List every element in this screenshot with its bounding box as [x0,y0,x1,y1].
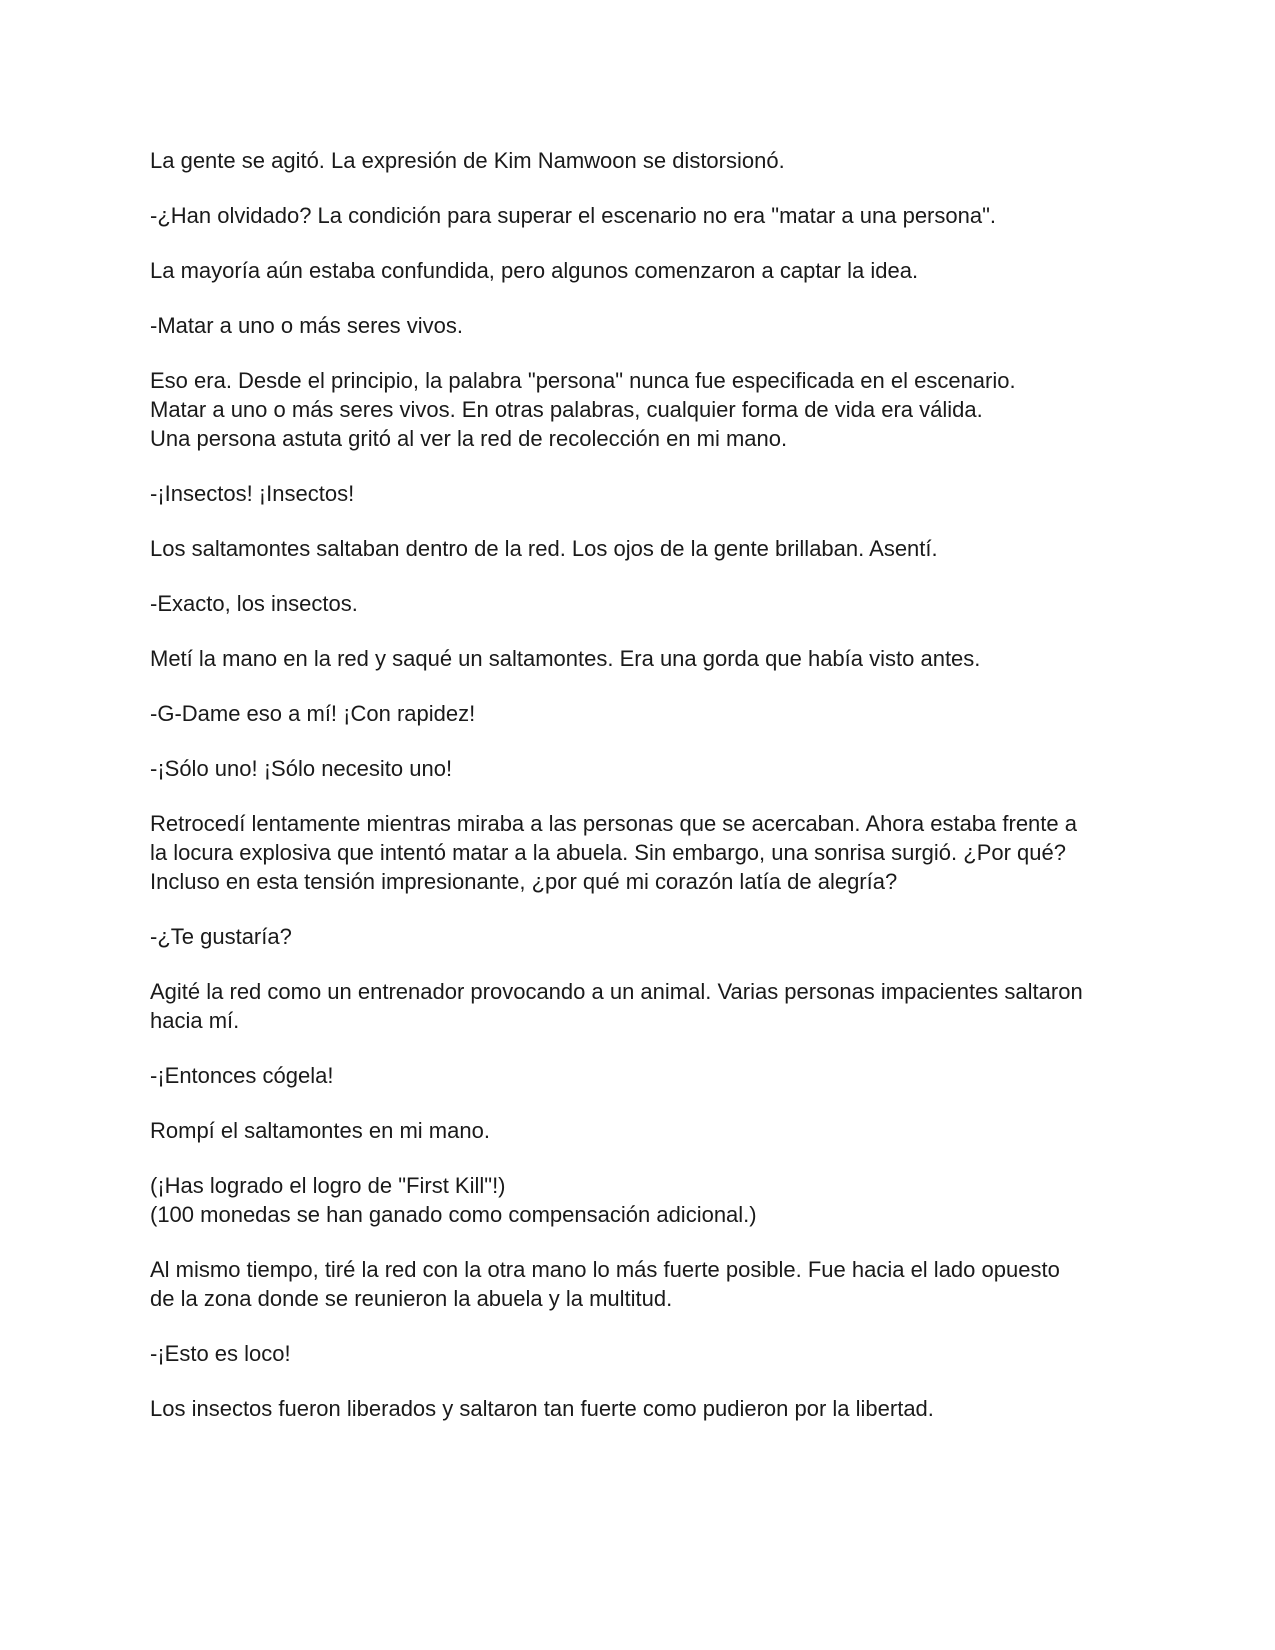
text-line: Retrocedí lentamente mientras miraba a las personas que se acercaban. Ahora estaba frente a [150,811,1077,836]
paragraph [150,311,1140,340]
paragraph [150,146,1140,175]
text-line: (100 monedas se han ganado como compensación adicional.) [150,1202,757,1227]
text-line: Al mismo tiempo, tiré la red con la otra mano lo más fuerte posible. Fue hacia el lado opuesto [150,1257,1060,1282]
text-line: Incluso en esta tensión impresionante, ¿por qué mi corazón latía de alegría? [150,869,898,894]
text-line: Metí la mano en la red y saqué un saltamontes. Era una gorda que había visto antes. [150,646,981,671]
text-line: -G-Dame eso a mí! ¡Con rapidez! [150,701,476,726]
text-line: Una persona astuta gritó al ver la red de recolección en mi mano. [150,426,788,451]
paragraph [150,1255,1140,1313]
text-line: Rompí el saltamontes en mi mano. [150,1118,490,1143]
paragraph [150,201,1140,230]
text-line: (¡Has logrado el logro de "First Kill"!) [150,1173,506,1198]
text-line: -¡Entonces cógela! [150,1063,334,1088]
text-line: hacia mí. [150,1008,240,1033]
text-line: La mayoría aún estaba confundida, pero algunos comenzaron a captar la idea. [150,258,919,283]
text-line: Los saltamontes saltaban dentro de la red. Los ojos de la gente brillaban. Asentí. [150,536,938,561]
paragraph [150,754,1140,783]
text-line: Los insectos fueron liberados y saltaron tan fuerte como pudieron por la libertad. [150,1396,934,1421]
text-line: -Exacto, los insectos. [150,591,358,616]
document-body [150,146,1140,1449]
paragraph [150,534,1140,563]
paragraph [150,1394,1140,1423]
paragraph [150,1171,1140,1229]
text-line: la locura explosiva que intentó matar a la abuela. Sin embargo, una sonrisa surgió. ¿Por qué? [150,840,1066,865]
text-line: -¡Insectos! ¡Insectos! [150,481,355,506]
text-line: -¡Esto es loco! [150,1341,291,1366]
text-line: La gente se agitó. La expresión de Kim Namwoon se distorsionó. [150,148,785,173]
text-line: -¿Te gustaría? [150,924,292,949]
paragraph [150,644,1140,673]
paragraph [150,977,1140,1035]
text-line: -Matar a uno o más seres vivos. [150,313,464,338]
paragraph [150,1116,1140,1145]
text-line: -¡Sólo uno! ¡Sólo necesito uno! [150,756,453,781]
paragraph [150,1339,1140,1368]
paragraph [150,809,1140,896]
paragraph [150,479,1140,508]
text-line: -¿Han olvidado? La condición para superar el escenario no era "matar a una persona". [150,203,997,228]
paragraph [150,699,1140,728]
text-line: Matar a uno o más seres vivos. En otras palabras, cualquier forma de vida era válida. [150,397,983,422]
paragraph [150,1061,1140,1090]
paragraph [150,589,1140,618]
text-line: Eso era. Desde el principio, la palabra "persona" nunca fue especificada en el escenario. [150,368,1016,393]
text-line: Agité la red como un entrenador provocando a un animal. Varias personas impacientes saltaron [150,979,1083,1004]
text-line: de la zona donde se reunieron la abuela y la multitud. [150,1286,673,1311]
paragraph [150,256,1140,285]
paragraph [150,922,1140,951]
paragraph [150,366,1140,453]
